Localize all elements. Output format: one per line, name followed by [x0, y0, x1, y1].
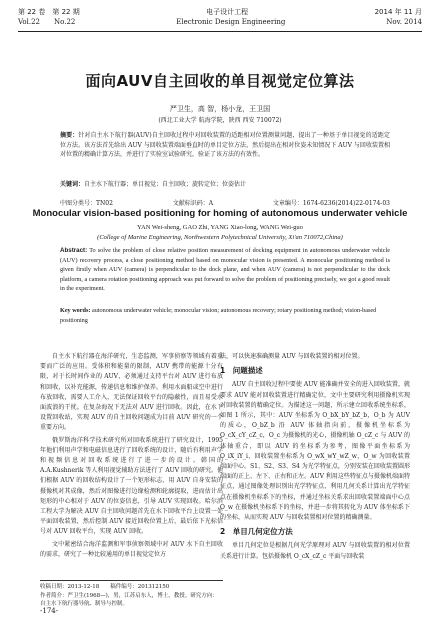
keywords-en-label: Key words: [60, 307, 91, 314]
affiliation: (西北工业大学 航海学院，陕西 西安 710072) [158, 117, 282, 124]
authors: 严卫生，高 智，杨小龙，王卫国 [169, 105, 271, 113]
page-number: -174- [40, 607, 59, 615]
journal-name-en: Electronic Design Engineering [176, 18, 286, 26]
body-paragraph: 俄罗斯海洋科学技术研究所对回收系统进行了研究设计，1995 年他们利用声学和电磁信息进行了回收系统的设计，随后有利用声学和视频信息对回收系统进行了进一步的设计。韩国的 A.A.Kushnerik 等人利用视觉辅助方法进行了 AUV 回收的研究。他们根据 AUV 的回收结构设计了一个矩形标志，用 AUV 自身安装的摄像机对其成像，然后对图像进行边缘检测和轮廓提取，进而估计出矩形的中心相对于 AUV 的位姿信息，引导 AUV 实现回收。哈尔滨工程大学为解决 AUV 自主回收问题首先在水下回收平台上设置一处平面回收装置，然后控制 AUV 接近回收位置上后，最后依下光标信号对 AUV 回收平台，实现 AUV 回收。 [40, 436, 223, 536]
footnote-author-bio: 作者简介：严卫生(1968—)，男，江苏启东人，博士，教授。研究方向：自主水下航行器导航、制导与控制。 [40, 592, 218, 607]
volume-issue-en: Vol.22 No.22 [18, 18, 76, 26]
section-heading-2: 2 单目几何定位方法 [220, 527, 293, 537]
body-paragraph: 单目几何定位是根据几何光学原理对 AUV 与回收装置的相对位置关系进行计算。包括摄像机 O_cX_cZ_c 平面与回收装 [220, 542, 410, 560]
clc-number: 中图分类号：TN02 [60, 200, 113, 207]
journal-name-cn: 电子设计工程 [206, 8, 249, 16]
running-header [18, 7, 422, 35]
keywords-cn-text: 自主水下航行器；单目视觉；自主回收；旋转定位；位姿估计 [84, 181, 247, 188]
footnote-received: 收稿日期：2013-12-18 稿件编号：201312150 [40, 584, 170, 590]
volume-issue-cn: 第 22 卷 第 22 期 [18, 8, 80, 16]
date-en: Nov. 2014 [386, 18, 422, 26]
abstract-en [60, 246, 390, 294]
document-code: 文献标识码：A [172, 200, 214, 207]
body-paragraph: 文中紧密结合海洋监测和军事侦察领域中对 AUV 水下自主回收的需求，研究了一种比较通用的单目视觉定位方 [40, 540, 223, 558]
body-paragraph: AUV 自主回收过程中要使 AUV 能准确并安全的进入回收装置，就要求 AUV 能对回收装置进行精确定位，文中主要研究利用摄像机实现对回收装置的精确定位。为描述这一问题，所示建立回收系统坐标系，如图 1 所示，其中：AUV 坐标系为 O_bX_bY_bZ_b，O_b 为 AUV 的质心，O_bZ_b 沿 AUV 体轴指向前，摄像机坐标系为 O_cX_cY_cZ_c，O_c 为摄像机的光心，摄像机轴 O_cZ_c 与 AUV 的体轴重合，即以 AUV 的坐标系为参考，图像平面坐标系为 O_iX_iY_i，回收装置坐标系为 O_wX_wY_wZ_w，O_w 为回收装置端面中心。S1、S2、S3、S4 为光学特征点，分别安装在回收装置圆形端面的正上、左下、正右和正左。AUV 利用这些特征点与摄像机端面特征点，通过图像处理识别出光学特征点，利用几何关系计算出光学特征点在摄像机坐标系下的坐标，并通过坐标关系求出回收装置端面中心点 O_w 在摄像机坐标系下的坐标，并进一步将其转化为 AUV 体坐标系下的坐标，从而实现 AUV 与回收装置相对位置的精确测量。 [220, 381, 410, 522]
paper-title: 面向AUV自主回收的单目视觉定位算法 [85, 72, 355, 90]
body-paragraph: 自主水下航行器在海洋研究，生态监测，军事侦察等领域有着重要而广泛的应用。受体积和能量的限制，AUV 携带的能源十分有限，对于长时间作业的 AUV，必须通过支持平台对 AUV 进行布放和回收，以补充能源，传递信息和维护保养。利用水面船或空中进行布放回收，需要人工介入，无法保证回收平台的隐蔽性，而且易受水面波浪的干扰。在复杂海况下无法对 AUV 进行回收。因此，在水下设置回收站，实现 AUV 的自主回收问题成为目前 AUV 研究的一个重要方向。 [40, 353, 223, 432]
header-rule [18, 31, 422, 32]
affiliation-en: (College of Marine Engineering, Northwestern Polytechnical University, Xi'an 710072,China) [97, 234, 343, 241]
keywords-cn [60, 180, 390, 189]
body-column-right [220, 352, 410, 564]
abstract-cn [60, 131, 390, 160]
abstract-cn-text: 针对自主水下航行器(AUV)自主回收过程中对回收装置的适距相对位置测量问题，提出了一种基于单目视觉的适距定位方法。该方法首先给出 AUV 与回收装置端面垂直时的单目定位方法，然后提出在相对位姿未知情况下 AUV 与回收装置相对位置的精确计算方法，并进行了实验室试验研究，验证了该方法的有效性。 [60, 132, 390, 158]
abstract-en-label: Abstract: [60, 247, 88, 254]
section-heading-1: 1 问题描述 [220, 366, 263, 376]
abstract-en-text: To solve the problem of close relative position measurement of docking equipment in autonomous underwater vehicle (AUV) recovery process, a close positioning method based on monocular vision is presented. A monocular positioning method is given firstly when AUV (camera) is perpendicular to the dock plane, and when AUV (camera) is not perpendicular to the dock platform, a camera rotation positioning approach was put forward to solve the problem of positioning precisely, we got a good result in the experiment. [60, 247, 390, 292]
keywords-en-text: autonomous underwater vehicle; monocular vision; autonomous recovery; rotary positioning method; vision-based positioning [60, 307, 377, 324]
keywords-en [60, 306, 390, 325]
date-cn: 2014 年 11 月 [374, 8, 422, 16]
body-column-left [40, 352, 223, 562]
footnote [40, 580, 223, 609]
authors-en: YAN Wei-sheng, GAO Zhi, YANG Xiao-long, WANG Wei-guo [137, 224, 303, 231]
body-paragraph: 法，可以快速准确测量 AUV 与回收装置的相对位置。 [220, 353, 364, 360]
article-number: 文章编号：1674-6236(2014)22-0174-03 [272, 200, 390, 207]
classification-line [60, 198, 390, 207]
abstract-cn-label: 摘要： [60, 132, 79, 139]
title-en: Monocular vision-based positioning for homing of autonomous underwater vehicle [32, 208, 408, 219]
keywords-cn-label: 关键词： [60, 181, 85, 188]
